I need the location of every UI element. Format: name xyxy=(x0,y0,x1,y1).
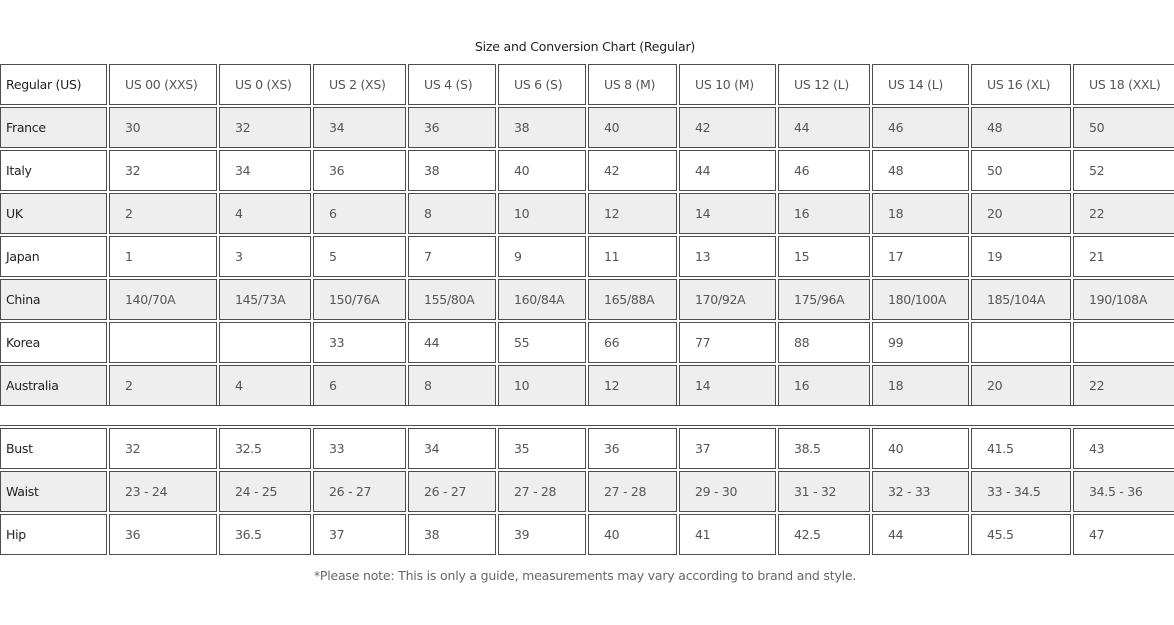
table-cell xyxy=(971,322,1071,363)
table-cell: 160/84A xyxy=(498,279,586,320)
table-cell: 46 xyxy=(778,150,870,191)
table-cell: 33 xyxy=(313,322,406,363)
table-cell: 11 xyxy=(588,236,677,277)
table-cell: 14 xyxy=(679,193,776,234)
table-cell: 12 xyxy=(588,193,677,234)
table-cell: 77 xyxy=(679,322,776,363)
header-cell: US 10 (M) xyxy=(679,64,776,105)
table-cell xyxy=(219,322,311,363)
table-row xyxy=(0,150,1174,191)
table-cell: 175/96A xyxy=(778,279,870,320)
table-cell: 42 xyxy=(588,150,677,191)
row-label: France xyxy=(0,107,107,148)
table-cell: 36 xyxy=(588,428,677,469)
header-cell: US 2 (XS) xyxy=(313,64,406,105)
table-row xyxy=(0,471,1174,512)
table-cell: 4 xyxy=(219,193,311,234)
row-label: Japan xyxy=(0,236,107,277)
row-label: UK xyxy=(0,193,107,234)
table-cell: 5 xyxy=(313,236,406,277)
size-conversion-table xyxy=(0,62,1174,408)
table-cell: 9 xyxy=(498,236,586,277)
header-cell: US 4 (S) xyxy=(408,64,496,105)
table-cell: 47 xyxy=(1073,514,1174,555)
table-cell: 44 xyxy=(872,514,969,555)
table-cell: 27 - 28 xyxy=(498,471,586,512)
row-label: Korea xyxy=(0,322,107,363)
table-row xyxy=(0,365,1174,406)
table-cell: 26 - 27 xyxy=(313,471,406,512)
table-cell: 34.5 - 36 xyxy=(1073,471,1174,512)
table-cell: 190/108A xyxy=(1073,279,1174,320)
table-cell: 22 xyxy=(1073,365,1174,406)
table-cell: 17 xyxy=(872,236,969,277)
table-cell: 7 xyxy=(408,236,496,277)
table-cell: 32 xyxy=(109,150,217,191)
table-cell: 155/80A xyxy=(408,279,496,320)
table-cell: 88 xyxy=(778,322,870,363)
table-row xyxy=(0,322,1174,363)
table-cell: 22 xyxy=(1073,193,1174,234)
table-cell: 23 - 24 xyxy=(109,471,217,512)
table-cell: 37 xyxy=(679,428,776,469)
table-cell: 6 xyxy=(313,193,406,234)
row-label: Bust xyxy=(0,428,107,469)
table-cell: 2 xyxy=(109,193,217,234)
table-cell: 38 xyxy=(408,514,496,555)
table-row xyxy=(0,193,1174,234)
table-cell: 13 xyxy=(679,236,776,277)
table-cell: 36 xyxy=(313,150,406,191)
header-cell: US 16 (XL) xyxy=(971,64,1071,105)
table-cell: 41.5 xyxy=(971,428,1071,469)
table-cell: 30 xyxy=(109,107,217,148)
table-cell: 10 xyxy=(498,365,586,406)
table-cell: 36.5 xyxy=(219,514,311,555)
header-cell: US 0 (XS) xyxy=(219,64,311,105)
table-cell: 165/88A xyxy=(588,279,677,320)
table-cell: 33 xyxy=(313,428,406,469)
table-cell: 39 xyxy=(498,514,586,555)
table-cell: 32 xyxy=(109,428,217,469)
table-row xyxy=(0,107,1174,148)
table-cell xyxy=(109,322,217,363)
table-cell: 55 xyxy=(498,322,586,363)
table-cell: 33 - 34.5 xyxy=(971,471,1071,512)
table-cell: 44 xyxy=(679,150,776,191)
table-cell: 185/104A xyxy=(971,279,1071,320)
table-cell: 42.5 xyxy=(778,514,870,555)
table-cell: 27 - 28 xyxy=(588,471,677,512)
table-divider xyxy=(0,405,1174,426)
table-cell: 46 xyxy=(872,107,969,148)
table-cell xyxy=(1073,322,1174,363)
table-cell: 12 xyxy=(588,365,677,406)
table-cell: 48 xyxy=(971,107,1071,148)
table-cell: 45.5 xyxy=(971,514,1071,555)
header-cell: US 14 (L) xyxy=(872,64,969,105)
table-cell: 42 xyxy=(679,107,776,148)
table-cell: 29 - 30 xyxy=(679,471,776,512)
table-cell: 16 xyxy=(778,365,870,406)
table-cell: 40 xyxy=(498,150,586,191)
table-cell: 2 xyxy=(109,365,217,406)
table-cell: 52 xyxy=(1073,150,1174,191)
table-cell: 3 xyxy=(219,236,311,277)
table-cell: 41 xyxy=(679,514,776,555)
row-label: Waist xyxy=(0,471,107,512)
header-cell: US 12 (L) xyxy=(778,64,870,105)
table-row xyxy=(0,236,1174,277)
table-row xyxy=(0,279,1174,320)
table-cell: 50 xyxy=(1073,107,1174,148)
table-cell: 14 xyxy=(679,365,776,406)
table-cell: 140/70A xyxy=(109,279,217,320)
chart-title: Size and Conversion Chart (Regular) xyxy=(474,39,696,54)
table-cell: 8 xyxy=(408,193,496,234)
table-row xyxy=(0,428,1174,469)
row-label: Italy xyxy=(0,150,107,191)
table-cell: 20 xyxy=(971,193,1071,234)
table-cell: 66 xyxy=(588,322,677,363)
header-cell: US 18 (XXL) xyxy=(1073,64,1174,105)
header-row xyxy=(0,64,1174,105)
table-cell: 34 xyxy=(219,150,311,191)
table-cell: 44 xyxy=(408,322,496,363)
header-cell: US 6 (S) xyxy=(498,64,586,105)
header-cell: US 8 (M) xyxy=(588,64,677,105)
table-cell: 4 xyxy=(219,365,311,406)
table-cell: 34 xyxy=(408,428,496,469)
table-cell: 19 xyxy=(971,236,1071,277)
table-cell: 150/76A xyxy=(313,279,406,320)
table-cell: 32 xyxy=(219,107,311,148)
table-cell: 48 xyxy=(872,150,969,191)
table-cell: 40 xyxy=(588,107,677,148)
table-cell: 180/100A xyxy=(872,279,969,320)
table-cell: 21 xyxy=(1073,236,1174,277)
table-row xyxy=(0,514,1174,555)
table-cell: 44 xyxy=(778,107,870,148)
table-cell: 36 xyxy=(109,514,217,555)
table-cell: 145/73A xyxy=(219,279,311,320)
table-cell: 32 - 33 xyxy=(872,471,969,512)
row-label: China xyxy=(0,279,107,320)
table-cell: 38 xyxy=(408,150,496,191)
table-cell: 31 - 32 xyxy=(778,471,870,512)
table-cell: 10 xyxy=(498,193,586,234)
table-cell: 20 xyxy=(971,365,1071,406)
table-cell: 36 xyxy=(408,107,496,148)
table-cell: 16 xyxy=(778,193,870,234)
table-cell: 34 xyxy=(313,107,406,148)
table-cell: 35 xyxy=(498,428,586,469)
table-cell: 18 xyxy=(872,193,969,234)
table-cell: 170/92A xyxy=(679,279,776,320)
guide-note: *Please note: This is only a guide, measurements may vary according to brand and style. xyxy=(313,568,857,583)
header-row-label: Regular (US) xyxy=(0,64,107,105)
table-cell: 40 xyxy=(588,514,677,555)
table-cell: 50 xyxy=(971,150,1071,191)
table-cell: 43 xyxy=(1073,428,1174,469)
table-cell: 24 - 25 xyxy=(219,471,311,512)
measurements-table xyxy=(0,426,1174,557)
table-cell: 40 xyxy=(872,428,969,469)
table-cell: 1 xyxy=(109,236,217,277)
table-cell: 6 xyxy=(313,365,406,406)
table-cell: 38 xyxy=(498,107,586,148)
table-cell: 38.5 xyxy=(778,428,870,469)
table-cell: 99 xyxy=(872,322,969,363)
row-label: Australia xyxy=(0,365,107,406)
table-cell: 26 - 27 xyxy=(408,471,496,512)
table-cell: 15 xyxy=(778,236,870,277)
table-cell: 18 xyxy=(872,365,969,406)
table-cell: 8 xyxy=(408,365,496,406)
row-label: Hip xyxy=(0,514,107,555)
table-cell: 32.5 xyxy=(219,428,311,469)
table-cell: 37 xyxy=(313,514,406,555)
header-cell: US 00 (XXS) xyxy=(109,64,217,105)
